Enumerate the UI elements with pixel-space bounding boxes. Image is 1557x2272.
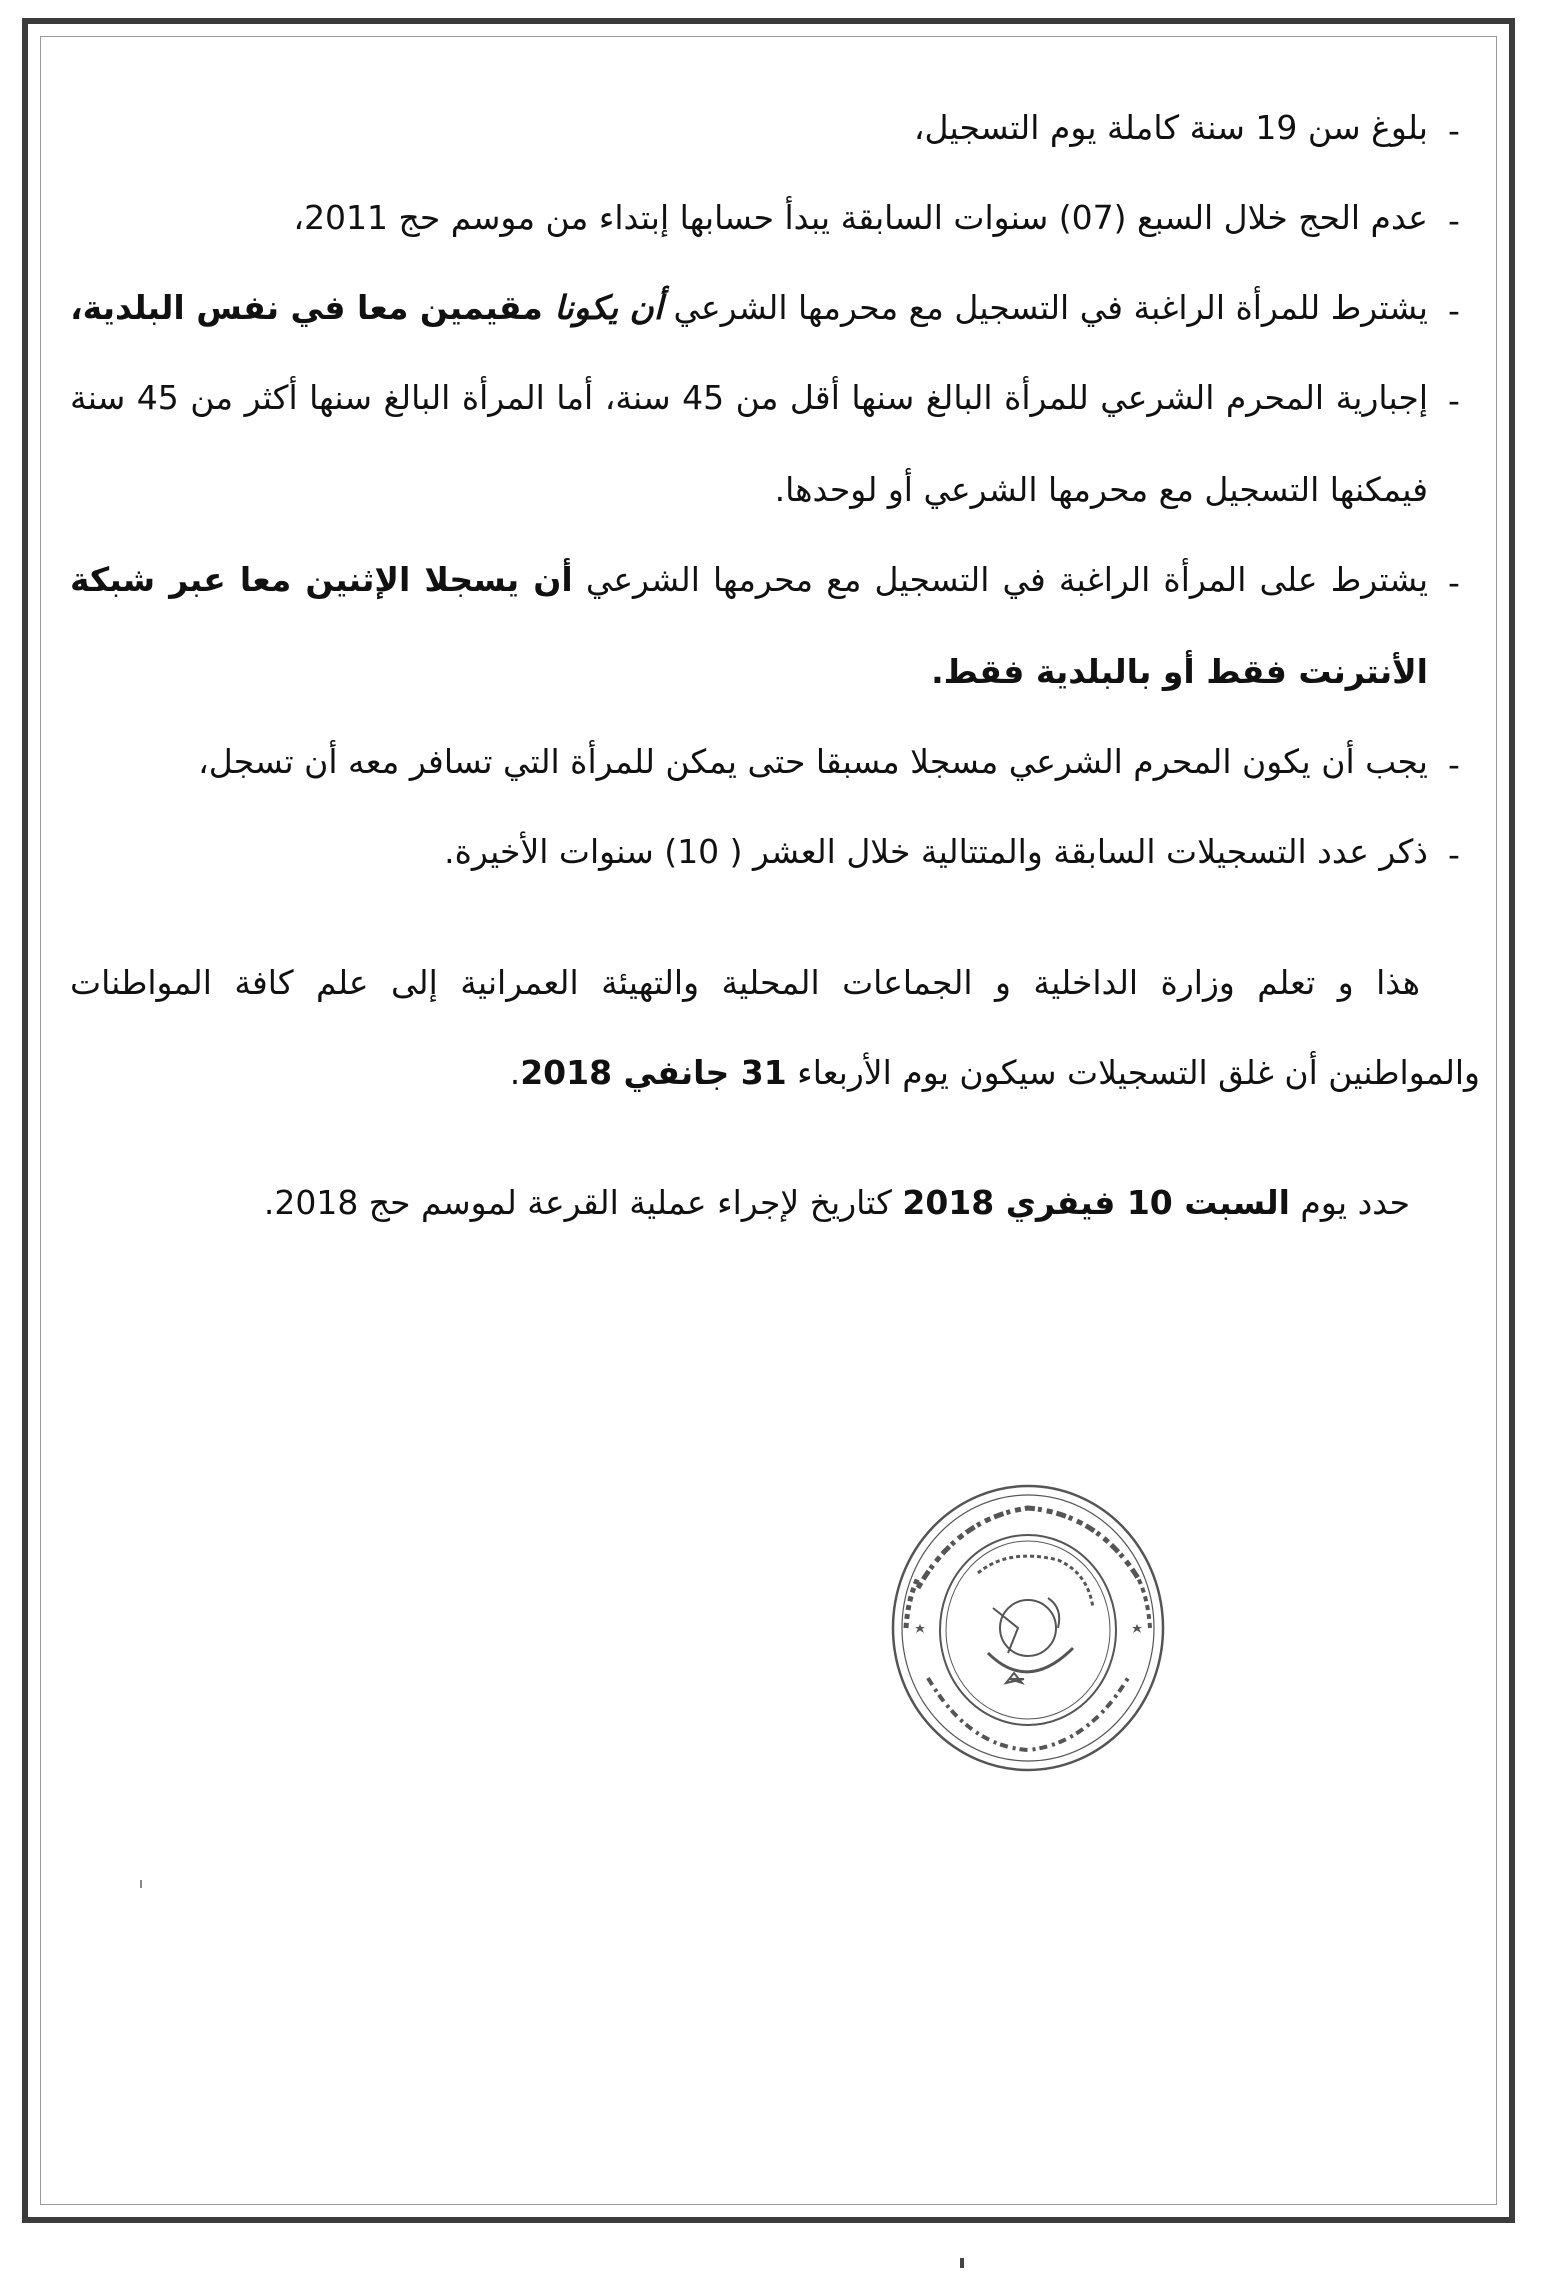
list-bullet: - [1448,111,1460,150]
condition-text [70,806,1428,898]
condition-text [70,82,1428,174]
conditions-list [70,110,1480,898]
list-bullet: - [1448,291,1460,330]
list-bullet: - [1448,381,1460,420]
condition-text-part: أن يسجلا الإثنين معا عبر شبكة الأنترنت فقط أو بالبلدية فقط. [70,560,1428,691]
scan-tick [140,1880,142,1888]
condition-text-part: بلوغ سن 19 سنة كاملة يوم التسجيل، [913,108,1428,147]
condition-text [70,716,1428,808]
condition-text [70,352,1428,536]
condition-text-part: يشترط على المرأة الراغبة في التسجيل مع محرمها الشرعي [572,560,1429,599]
condition-item [70,562,1480,718]
closing-date: 31 جانفي 2018 [520,1053,787,1092]
condition-text-part: ذكر عدد التسجيلات السابقة والمتتالية خلال العشر ( 10) سنوات الأخيرة. [444,832,1428,871]
condition-item [70,110,1480,174]
official-seal-icon [888,1478,1168,1778]
condition-text [70,534,1428,718]
draw-paragraph [70,1158,1480,1248]
condition-item [70,744,1480,808]
condition-text [70,262,1428,354]
condition-item [70,834,1480,898]
condition-text-part: إجبارية المحرم الشرعي للمرأة البالغ سنها أقل من 45 سنة، أما المرأة البالغ سنها أكثر من 45 سنة فيمكنها التسجيل مع محرمها الشرعي أو لوحدها. [70,378,1428,509]
draw-text-end: كتاريخ لإجراء عملية القرعة لموسم حج 2018. [263,1183,903,1222]
list-bullet: - [1448,563,1460,602]
condition-item [70,380,1480,536]
condition-text-part: يشترط للمرأة الراغبة في التسجيل مع محرمها الشرعي [662,288,1428,327]
list-bullet: - [1448,201,1460,240]
document-body [70,110,1480,1281]
condition-item [70,290,1480,354]
draw-date: السبت 10 فيفري 2018 [902,1183,1290,1222]
list-bullet: - [1448,835,1460,874]
condition-text [70,172,1428,264]
condition-text-part: أن يكونا [554,288,663,327]
condition-text-part: عدم الحج خلال السبع (07) سنوات السابقة يبدأ حسابها إبتداء من موسم حج 2011، [293,198,1428,237]
closing-paragraph [70,938,1480,1118]
scan-mark [960,2258,964,2268]
draw-text-start: حدد يوم [1289,1183,1410,1222]
closing-text: هذا و تعلم وزارة الداخلية و الجماعات المحلية والتهيئة العمرانية إلى علم كافة المواطنات والمواطنين أن غلق التسجيلات سيكون يوم الأربعاء [70,963,1480,1092]
list-bullet: - [1448,745,1460,784]
closing-end: . [509,1053,521,1092]
condition-text-part: يجب أن يكون المحرم الشرعي مسجلا مسبقا حتى يمكن للمرأة التي تسافر معه أن تسجل، [198,742,1428,781]
condition-item [70,200,1480,264]
condition-text-part: مقيمين معا في نفس البلدية، [70,288,555,327]
